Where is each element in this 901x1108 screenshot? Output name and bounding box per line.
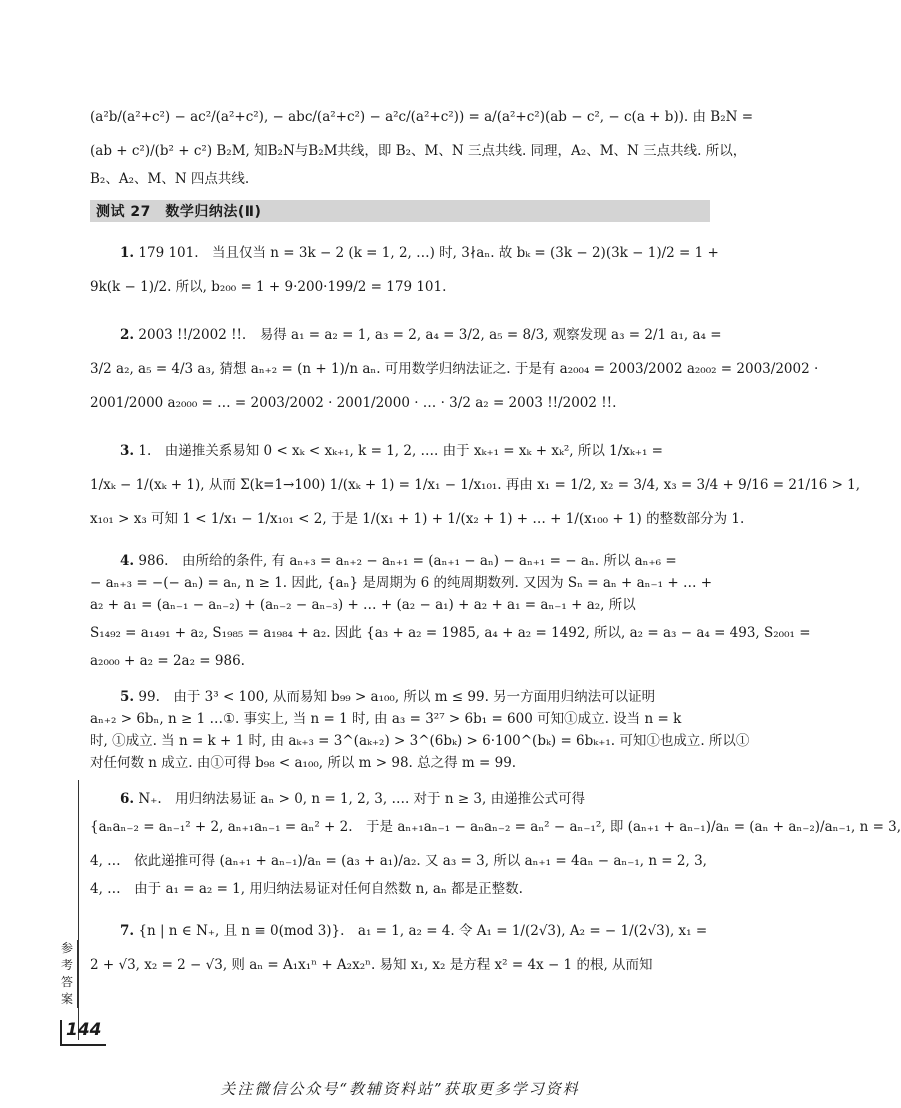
side-tab-char: 考 bbox=[60, 958, 73, 972]
problem-number: 4. bbox=[120, 553, 135, 569]
text-line: 9k(k − 1)/2. 所以, b₂₀₀ = 1 + 9·200·199/2 = 179 101. bbox=[90, 279, 447, 295]
text-line: x₁₀₁ > x₃ 可知 1 < 1/x₁ − 1/x₁₀₁ < 2, 于是 1/(x₁ + 1) + 1/(x₂ + 1) + … + 1/(x₁₀₀ + 1) 的整数部分为 1. bbox=[90, 511, 745, 527]
problem-1 bbox=[90, 236, 719, 270]
text-line: 2001/2000 a₂₀₀₀ = … = 2003/2002 · 2001/2000 · … · 3/2 a₂ = 2003 !!/2002 !!. bbox=[90, 395, 617, 411]
text-line: 4, … 由于 a₁ = a₂ = 1, 用归纳法易证对任何自然数 n, aₙ 都是正整数. bbox=[90, 881, 523, 897]
text-line: 对任何数 n 成立. 由①可得 b₉₈ < a₁₀₀, 所以 m > 98. 总之得 m = 99. bbox=[90, 755, 517, 771]
problem-6 bbox=[90, 788, 710, 810]
text-line: 179 101. 当且仅当 n = 3k − 2 (k = 1, 2, …) 时, 3∤aₙ. 故 bₖ = (3k − 2)(3k − 1)/2 = 1 + bbox=[138, 245, 719, 261]
side-tab bbox=[60, 940, 78, 1008]
problem-7 bbox=[90, 914, 710, 948]
problem-number: 3. bbox=[120, 443, 135, 459]
page-number: 144 bbox=[60, 1020, 106, 1046]
text-line: (ab + c²)/(b² + c²) B₂M, 知B₂N与B₂M共线，即 B₂、M、N 三点共线. 同理，A₂、M、N 三点共线. 所以， bbox=[90, 143, 747, 159]
problem-number: 5. bbox=[120, 689, 135, 705]
problem-2 bbox=[90, 318, 722, 352]
text-line: 1/xₖ − 1/(xₖ + 1), 从而 Σ(k=1→100) 1/(xₖ + 1) = 1/x₁ − 1/x₁₀₁. 再由 x₁ = 1/2, x₂ = 3/4, x₃ = 3/4 + 9/16 = 21/16 > 1, bbox=[90, 477, 861, 493]
text-line: {aₙaₙ₋₂ = aₙ₋₁² + 2, aₙ₊₁aₙ₋₁ = aₙ² + 2. 于是 aₙ₊₁aₙ₋₁ − aₙaₙ₋₂ = aₙ² − aₙ₋₁², 即 (aₙ₊₁ + aₙ₋₁)/aₙ = (aₙ + aₙ₋₂)/aₙ₋₁, n = 3, bbox=[90, 819, 901, 835]
text-line: 986. 由所给的条件, 有 aₙ₊₃ = aₙ₊₂ − aₙ₊₁ = (aₙ₊₁ − aₙ) − aₙ₊₁ = − aₙ. 所以 aₙ₊₆ = bbox=[138, 553, 677, 569]
text-line: (a²b/(a²+c²) − ac²/(a²+c²), − abc/(a²+c²) − a²c/(a²+c²)) = a/(a²+c²)(ab − c², − c(a + b)). 由 B₂N = bbox=[90, 109, 754, 125]
problem-5 bbox=[90, 686, 710, 708]
text-line: S₁₄₉₂ = a₁₄₉₁ + a₂, S₁₉₈₅ = a₁₉₈₄ + a₂. 因此 {a₃ + a₂ = 1985, a₄ + a₂ = 1492, 所以, a₂ = a₃ − a₄ = 493, S₂₀₀₁ = bbox=[90, 625, 811, 641]
section-title bbox=[90, 200, 710, 222]
side-tab-char: 答 bbox=[60, 975, 73, 989]
text-line: 时, ①成立. 当 n = k + 1 时, 由 aₖ₊₃ = 3^(aₖ₊₂) > 3^(6bₖ) > 6·100^(bₖ) = 6bₖ₊₁. 可知①也成立. 所以① bbox=[90, 733, 750, 749]
text-line: 2 + √3, x₂ = 2 − √3, 则 aₙ = A₁x₁ⁿ + A₂x₂ⁿ. 易知 x₁, x₂ 是方程 x² = 4x − 1 的根, 从而知 bbox=[90, 957, 653, 973]
footer-note: 关注微信公众号“教辅资料站”获取更多学习资料 bbox=[220, 1080, 580, 1098]
text-line: 1. 由递推关系易知 0 < xₖ < xₖ₊₁, k = 1, 2, …. 由于 xₖ₊₁ = xₖ + xₖ², 所以 1/xₖ₊₁ = bbox=[138, 443, 663, 459]
text-line: a₂₀₀₀ + a₂ = 2a₂ = 986. bbox=[90, 653, 245, 669]
text-line: − aₙ₊₃ = −(− aₙ) = aₙ, n ≥ 1. 因此, {aₙ} 是周期为 6 的纯周期数列. 又因为 Sₙ = aₙ + aₙ₋₁ + … + bbox=[90, 575, 713, 591]
problem-3 bbox=[90, 434, 710, 468]
text-line: N₊. 用归纳法易证 aₙ > 0, n = 1, 2, 3, …. 对于 n ≥ 3, 由递推公式可得 bbox=[138, 791, 586, 807]
problem-number: 2. bbox=[120, 327, 135, 343]
margin-rule bbox=[78, 780, 79, 1040]
text-line: 3/2 a₂, a₅ = 4/3 a₃, 猜想 aₙ₊₂ = (n + 1)/n aₙ. 可用数学归纳法证之. 于是有 a₂₀₀₄ = 2003/2002 a₂₀₀₂ = 2003/2002 · bbox=[90, 361, 819, 377]
text-line: {n | n ∈ N₊, 且 n ≡ 0(mod 3)}. a₁ = 1, a₂ = 4. 令 A₁ = 1/(2√3), A₂ = − 1/(2√3), x₁ = bbox=[138, 923, 708, 939]
section-title-text: 测试 27 数学归纳法(Ⅱ) bbox=[96, 204, 262, 220]
text-line: 2003 !!/2002 !!. 易得 a₁ = a₂ = 1, a₃ = 2, a₄ = 3/2, a₅ = 8/3, 观察发现 a₃ = 2/1 a₁, a₄ = bbox=[138, 327, 722, 343]
problem-number: 7. bbox=[120, 923, 135, 939]
problem-4 bbox=[90, 550, 710, 572]
text-line: B₂、A₂、M、N 四点共线. bbox=[90, 171, 250, 187]
side-tab-char: 参 bbox=[60, 941, 73, 955]
problem-number: 6. bbox=[120, 791, 135, 807]
page-content bbox=[90, 100, 901, 982]
text-line: 99. 由于 3³ < 100, 从而易知 b₉₉ > a₁₀₀, 所以 m ≤ 99. 另一方面用归纳法可以证明 bbox=[138, 689, 656, 705]
problem-number: 1. bbox=[120, 245, 135, 261]
text-line: aₙ₊₂ > 6bₙ, n ≥ 1 …①. 事实上, 当 n = 1 时, 由 a₃ = 3²⁷ > 6b₁ = 600 可知①成立. 设当 n = k bbox=[90, 711, 682, 727]
text-line: a₂ + a₁ = (aₙ₋₁ − aₙ₋₂) + (aₙ₋₂ − aₙ₋₃) + … + (a₂ − a₁) + a₂ + a₁ = aₙ₋₁ + a₂, 所以 bbox=[90, 597, 636, 613]
text-line: 4, … 依此递推可得 (aₙ₊₁ + aₙ₋₁)/aₙ = (a₃ + a₁)/a₂. 又 a₃ = 3, 所以 aₙ₊₁ = 4aₙ − aₙ₋₁, n = 2, 3, bbox=[90, 853, 707, 869]
side-tab-char: 案 bbox=[60, 992, 73, 1006]
